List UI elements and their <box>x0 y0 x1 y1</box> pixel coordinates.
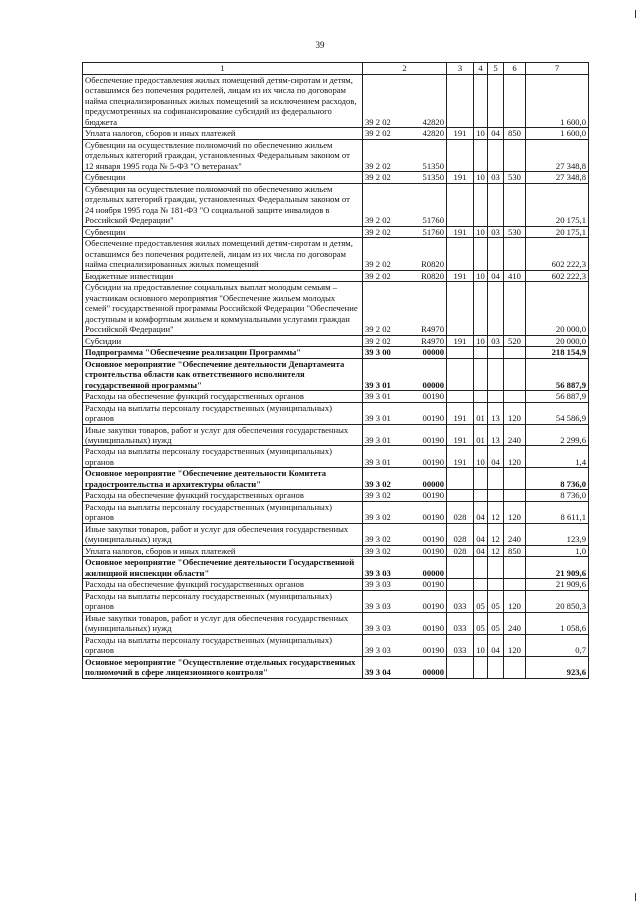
row-expense-type <box>504 139 526 171</box>
row-code-direction: 00000 <box>422 567 444 578</box>
row-section-code: 10 <box>474 226 488 237</box>
table-row <box>83 523 589 545</box>
row-name: Расходы на выплаты персоналу государственных (муниципальных) органов <box>83 634 363 656</box>
row-name: Подпрограмма "Обеспечение реализации Программы" <box>83 347 363 358</box>
row-amount: 20 850,3 <box>526 590 589 612</box>
row-expense-type: 120 <box>504 634 526 656</box>
row-code-program: 39 3 03 <box>365 579 391 590</box>
row-code-direction: 00190 <box>422 490 444 501</box>
row-ministry-code <box>447 183 474 226</box>
row-name: Бюджетные инвестиции <box>83 270 363 281</box>
row-code-direction: 00000 <box>422 667 444 678</box>
header-cell: 6 <box>504 63 526 75</box>
row-code-program: 39 2 02 <box>365 215 391 226</box>
row-expense-type <box>504 347 526 358</box>
row-expense-type <box>504 75 526 128</box>
row-ministry-code <box>447 358 474 390</box>
row-code-program: 39 3 02 <box>365 512 391 523</box>
table-row <box>83 226 589 237</box>
table-row <box>83 557 589 579</box>
row-code-cell <box>363 590 447 612</box>
row-code-direction: 42820 <box>422 128 444 139</box>
row-code-direction: 00190 <box>422 645 444 656</box>
row-expense-type <box>504 468 526 490</box>
row-code-cell <box>363 490 447 501</box>
row-code-direction: 00000 <box>422 478 444 489</box>
table-row <box>83 358 589 390</box>
row-amount: 602 222,3 <box>526 238 589 270</box>
row-code-direction: 00000 <box>422 347 444 358</box>
row-amount: 923,6 <box>526 656 589 678</box>
row-section-code <box>474 656 488 678</box>
row-ministry-code: 028 <box>447 545 474 556</box>
row-section-code <box>474 75 488 128</box>
row-expense-type: 120 <box>504 446 526 468</box>
row-code-direction: 00190 <box>422 456 444 467</box>
row-code-cell <box>363 446 447 468</box>
row-subsection-code <box>488 557 504 579</box>
row-section-code <box>474 557 488 579</box>
table-row <box>83 490 589 501</box>
row-ministry-code <box>447 579 474 590</box>
row-amount: 56 887,9 <box>526 391 589 402</box>
row-section-code: 04 <box>474 501 488 523</box>
row-amount: 8 736,0 <box>526 490 589 501</box>
row-subsection-code: 03 <box>488 335 504 346</box>
row-expense-type: 850 <box>504 128 526 139</box>
row-expense-type <box>504 391 526 402</box>
row-code-cell <box>363 226 447 237</box>
row-name: Обеспечение предоставления жилых помещений детям-сиротам и детям, оставшимся без попечения родителей, лицам из их числа по договорам найма специализированных жилых помещений за исключением расходов, предусмотренных на софинансирование субсидий из федерального бюджета <box>83 75 363 128</box>
table-row <box>83 282 589 335</box>
row-expense-type: 530 <box>504 226 526 237</box>
row-code-program: 39 2 02 <box>365 335 391 346</box>
row-section-code: 01 <box>474 402 488 424</box>
row-code-program: 39 2 02 <box>365 116 391 127</box>
row-amount: 21 909,6 <box>526 579 589 590</box>
row-code-program: 39 3 02 <box>365 534 391 545</box>
row-code-cell <box>363 634 447 656</box>
table-row <box>83 238 589 270</box>
row-expense-type <box>504 358 526 390</box>
row-section-code: 05 <box>474 590 488 612</box>
row-code-program: 39 2 02 <box>365 270 391 281</box>
row-code-program: 39 2 02 <box>365 226 391 237</box>
row-subsection-code: 04 <box>488 128 504 139</box>
row-code-program: 39 3 02 <box>365 478 391 489</box>
row-code-direction: 00190 <box>422 512 444 523</box>
table-row <box>83 579 589 590</box>
row-code-direction: 00190 <box>422 579 444 590</box>
page-number: 39 <box>315 40 325 50</box>
row-subsection-code: 13 <box>488 402 504 424</box>
row-section-code: 04 <box>474 523 488 545</box>
row-amount: 56 887,9 <box>526 358 589 390</box>
row-code-direction: 00190 <box>422 413 444 424</box>
table-row <box>83 183 589 226</box>
row-name: Расходы на обеспечение функций государственных органов <box>83 579 363 590</box>
row-code-program: 39 3 01 <box>365 391 391 402</box>
row-code-cell <box>363 75 447 128</box>
row-code-cell <box>363 347 447 358</box>
row-name: Основное мероприятие "Обеспечение деятельности Государственной жилищной инспекции области" <box>83 557 363 579</box>
table-row <box>83 391 589 402</box>
row-code-direction: 00190 <box>422 391 444 402</box>
row-code-program: 39 3 01 <box>365 456 391 467</box>
header-cell: 2 <box>363 63 447 75</box>
row-section-code <box>474 358 488 390</box>
row-name: Основное мероприятие "Обеспечение деятельности Департамента строительства области как ответственного исполнителя государственной программы" <box>83 358 363 390</box>
row-code-direction: 51760 <box>422 226 444 237</box>
row-ministry-code: 191 <box>447 446 474 468</box>
row-name: Уплата налогов, сборов и иных платежей <box>83 128 363 139</box>
table-row <box>83 402 589 424</box>
row-subsection-code: 12 <box>488 523 504 545</box>
table-row <box>83 172 589 183</box>
row-ministry-code <box>447 391 474 402</box>
row-subsection-code <box>488 391 504 402</box>
row-code-cell <box>363 358 447 390</box>
row-section-code: 04 <box>474 545 488 556</box>
row-ministry-code <box>447 139 474 171</box>
row-subsection-code: 05 <box>488 590 504 612</box>
row-ministry-code <box>447 468 474 490</box>
table-row <box>83 656 589 678</box>
row-code-program: 39 2 02 <box>365 128 391 139</box>
row-section-code: 01 <box>474 424 488 446</box>
row-name: Обеспечение предоставления жилых помещений детям-сиротам и детям, оставшимся без попечения родителей, лицам из их числа по договорам найма специализированных жилых помещений <box>83 238 363 270</box>
row-code-cell <box>363 335 447 346</box>
row-section-code <box>474 391 488 402</box>
row-code-direction: R0820 <box>421 270 444 281</box>
row-amount: 20 175,1 <box>526 183 589 226</box>
row-code-cell <box>363 270 447 281</box>
row-code-cell <box>363 424 447 446</box>
row-subsection-code <box>488 183 504 226</box>
row-code-cell <box>363 238 447 270</box>
row-subsection-code: 03 <box>488 226 504 237</box>
row-code-program: 39 3 01 <box>365 434 391 445</box>
row-name: Основное мероприятие "Осуществление отдельных государственных полномочий в сфере лицензионного контроля" <box>83 656 363 678</box>
row-ministry-code <box>447 656 474 678</box>
row-subsection-code <box>488 358 504 390</box>
row-subsection-code <box>488 579 504 590</box>
row-subsection-code: 05 <box>488 612 504 634</box>
row-subsection-code <box>488 468 504 490</box>
row-expense-type <box>504 579 526 590</box>
row-amount: 2 299,6 <box>526 424 589 446</box>
row-code-cell <box>363 282 447 335</box>
row-amount: 54 586,9 <box>526 402 589 424</box>
row-amount: 123,9 <box>526 523 589 545</box>
row-code-cell <box>363 545 447 556</box>
row-code-direction: 42820 <box>422 116 444 127</box>
row-expense-type <box>504 656 526 678</box>
row-amount: 20 000,0 <box>526 282 589 335</box>
row-subsection-code: 03 <box>488 172 504 183</box>
row-subsection-code: 04 <box>488 446 504 468</box>
row-section-code <box>474 282 488 335</box>
row-name: Уплата налогов, сборов и иных платежей <box>83 545 363 556</box>
row-name: Расходы на выплаты персоналу государственных (муниципальных) органов <box>83 402 363 424</box>
row-amount: 8 611,1 <box>526 501 589 523</box>
table-row <box>83 128 589 139</box>
row-ministry-code: 191 <box>447 402 474 424</box>
row-name: Иные закупки товаров, работ и услуг для обеспечения государственных (муниципальных) нужд <box>83 523 363 545</box>
row-name: Основное мероприятие "Обеспечение деятельности Комитета градостроительства и архитектуры области" <box>83 468 363 490</box>
row-amount: 602 222,3 <box>526 270 589 281</box>
row-subsection-code: 12 <box>488 501 504 523</box>
row-section-code <box>474 490 488 501</box>
row-name: Субвенции <box>83 226 363 237</box>
row-ministry-code: 191 <box>447 424 474 446</box>
row-code-direction: 51350 <box>422 160 444 171</box>
row-section-code: 10 <box>474 446 488 468</box>
edge-mark-bottom <box>635 893 636 901</box>
table-row <box>83 75 589 128</box>
row-code-direction: 00190 <box>422 545 444 556</box>
table-row <box>83 612 589 634</box>
row-code-program: 39 3 01 <box>365 413 391 424</box>
row-code-direction: 00190 <box>422 623 444 634</box>
row-amount: 27 348,8 <box>526 172 589 183</box>
row-ministry-code <box>447 557 474 579</box>
table-row <box>83 139 589 171</box>
row-ministry-code <box>447 75 474 128</box>
row-ministry-code: 191 <box>447 172 474 183</box>
row-ministry-code: 191 <box>447 270 474 281</box>
row-amount: 0,7 <box>526 634 589 656</box>
row-code-cell <box>363 183 447 226</box>
row-subsection-code: 04 <box>488 634 504 656</box>
row-code-cell <box>363 172 447 183</box>
row-code-program: 39 3 02 <box>365 545 391 556</box>
row-code-program: 39 3 03 <box>365 623 391 634</box>
row-expense-type: 530 <box>504 172 526 183</box>
row-code-direction: 00190 <box>422 434 444 445</box>
header-cell: 3 <box>447 63 474 75</box>
row-ministry-code: 191 <box>447 128 474 139</box>
row-name: Расходы на выплаты персоналу государственных (муниципальных) органов <box>83 501 363 523</box>
row-expense-type: 850 <box>504 545 526 556</box>
table-row <box>83 335 589 346</box>
row-ministry-code: 033 <box>447 612 474 634</box>
row-code-program: 39 2 02 <box>365 172 391 183</box>
row-code-program: 39 3 02 <box>365 490 391 501</box>
row-code-program: 39 3 03 <box>365 645 391 656</box>
row-name: Субвенции <box>83 172 363 183</box>
row-ministry-code: 028 <box>447 501 474 523</box>
row-code-cell <box>363 402 447 424</box>
row-expense-type <box>504 490 526 501</box>
row-code-cell <box>363 501 447 523</box>
row-name: Субсидии <box>83 335 363 346</box>
row-amount: 1,4 <box>526 446 589 468</box>
row-code-cell <box>363 612 447 634</box>
table-row <box>83 446 589 468</box>
row-section-code <box>474 347 488 358</box>
row-ministry-code <box>447 238 474 270</box>
row-expense-type <box>504 557 526 579</box>
row-code-direction: R4970 <box>421 335 444 346</box>
row-code-program: 39 2 02 <box>365 160 391 171</box>
row-name: Субсидии на предоставление социальных выплат молодым семьям – участникам основного мероприятия "Обеспечение жильем молодых семей" государственной программы Российской Федерации "Обеспечение доступным и комфортным жильем и коммунальными услугами граждан Российской Федерации" <box>83 282 363 335</box>
table-row <box>83 590 589 612</box>
row-code-program: 39 3 03 <box>365 567 391 578</box>
row-expense-type <box>504 282 526 335</box>
header-row <box>83 63 589 75</box>
row-amount: 20 000,0 <box>526 335 589 346</box>
row-amount: 1 600,0 <box>526 128 589 139</box>
row-name: Субвенции на осуществление полномочий по обеспечению жильем отдельных категорий граждан, установленных Федеральным законом от 12 января 1995 года № 5-ФЗ "О ветеранах" <box>83 139 363 171</box>
row-expense-type: 520 <box>504 335 526 346</box>
table-row <box>83 424 589 446</box>
row-subsection-code: 13 <box>488 424 504 446</box>
row-code-cell <box>363 523 447 545</box>
row-name: Иные закупки товаров, работ и услуг для обеспечения государственных (муниципальных) нужд <box>83 424 363 446</box>
row-section-code <box>474 139 488 171</box>
header-cell: 1 <box>83 63 363 75</box>
row-section-code <box>474 183 488 226</box>
row-ministry-code: 191 <box>447 226 474 237</box>
table-row <box>83 545 589 556</box>
row-subsection-code <box>488 139 504 171</box>
row-code-cell <box>363 391 447 402</box>
row-section-code: 10 <box>474 335 488 346</box>
row-amount: 21 909,6 <box>526 557 589 579</box>
row-code-program: 39 3 03 <box>365 601 391 612</box>
row-expense-type: 120 <box>504 590 526 612</box>
row-code-direction: 51760 <box>422 215 444 226</box>
row-ministry-code <box>447 490 474 501</box>
row-ministry-code: 028 <box>447 523 474 545</box>
row-code-cell <box>363 579 447 590</box>
row-amount: 1 600,0 <box>526 75 589 128</box>
header-cell: 5 <box>488 63 504 75</box>
row-name: Расходы на обеспечение функций государственных органов <box>83 490 363 501</box>
row-amount: 8 736,0 <box>526 468 589 490</box>
row-expense-type: 120 <box>504 501 526 523</box>
row-amount: 218 154,9 <box>526 347 589 358</box>
row-subsection-code: 12 <box>488 545 504 556</box>
row-code-direction: R0820 <box>421 259 444 270</box>
row-section-code <box>474 238 488 270</box>
row-expense-type: 410 <box>504 270 526 281</box>
row-section-code: 10 <box>474 172 488 183</box>
row-section-code: 10 <box>474 634 488 656</box>
row-name: Расходы на выплаты персоналу государственных (муниципальных) органов <box>83 446 363 468</box>
row-code-cell <box>363 468 447 490</box>
row-code-direction: 00000 <box>422 379 444 390</box>
row-section-code: 10 <box>474 270 488 281</box>
table-row <box>83 347 589 358</box>
row-section-code <box>474 579 488 590</box>
row-amount: 1 058,6 <box>526 612 589 634</box>
table-row <box>83 270 589 281</box>
row-ministry-code: 033 <box>447 590 474 612</box>
row-subsection-code <box>488 238 504 270</box>
row-name: Расходы на обеспечение функций государственных органов <box>83 391 363 402</box>
row-expense-type: 240 <box>504 612 526 634</box>
row-ministry-code <box>447 347 474 358</box>
row-code-cell <box>363 656 447 678</box>
row-section-code: 10 <box>474 128 488 139</box>
row-code-cell <box>363 128 447 139</box>
row-expense-type: 240 <box>504 523 526 545</box>
row-subsection-code: 04 <box>488 270 504 281</box>
row-code-direction: 00190 <box>422 534 444 545</box>
row-section-code: 05 <box>474 612 488 634</box>
row-code-direction: 51350 <box>422 172 444 183</box>
row-subsection-code <box>488 656 504 678</box>
row-name: Субвенции на осуществление полномочий по обеспечению жильем отдельных категорий граждан, установленных Федеральным законом от 24 ноября 1995 года № 181-ФЗ "О социальной защите инвалидов в Российской Федерации" <box>83 183 363 226</box>
row-expense-type: 120 <box>504 402 526 424</box>
row-ministry-code: 191 <box>447 335 474 346</box>
row-subsection-code <box>488 347 504 358</box>
table-row <box>83 501 589 523</box>
row-section-code <box>474 468 488 490</box>
budget-table <box>82 62 589 679</box>
row-amount: 1,0 <box>526 545 589 556</box>
row-name: Расходы на выплаты персоналу государственных (муниципальных) органов <box>83 590 363 612</box>
table-row <box>83 468 589 490</box>
row-code-direction: 00190 <box>422 601 444 612</box>
row-amount: 20 175,1 <box>526 226 589 237</box>
row-subsection-code <box>488 75 504 128</box>
row-code-program: 39 3 04 <box>365 667 391 678</box>
row-code-program: 39 2 02 <box>365 259 391 270</box>
header-cell: 4 <box>474 63 488 75</box>
row-ministry-code: 033 <box>447 634 474 656</box>
header-cell: 7 <box>526 63 589 75</box>
table-row <box>83 634 589 656</box>
row-name: Иные закупки товаров, работ и услуг для обеспечения государственных (муниципальных) нужд <box>83 612 363 634</box>
row-code-program: 39 3 00 <box>365 347 391 358</box>
row-expense-type: 240 <box>504 424 526 446</box>
row-expense-type <box>504 238 526 270</box>
row-amount: 27 348,8 <box>526 139 589 171</box>
row-ministry-code <box>447 282 474 335</box>
row-subsection-code <box>488 282 504 335</box>
row-code-cell <box>363 139 447 171</box>
row-expense-type <box>504 183 526 226</box>
row-code-cell <box>363 557 447 579</box>
row-code-program: 39 2 02 <box>365 324 391 335</box>
row-subsection-code <box>488 490 504 501</box>
row-code-program: 39 3 01 <box>365 379 391 390</box>
edge-mark-top <box>635 10 636 18</box>
row-code-direction: R4970 <box>421 324 444 335</box>
